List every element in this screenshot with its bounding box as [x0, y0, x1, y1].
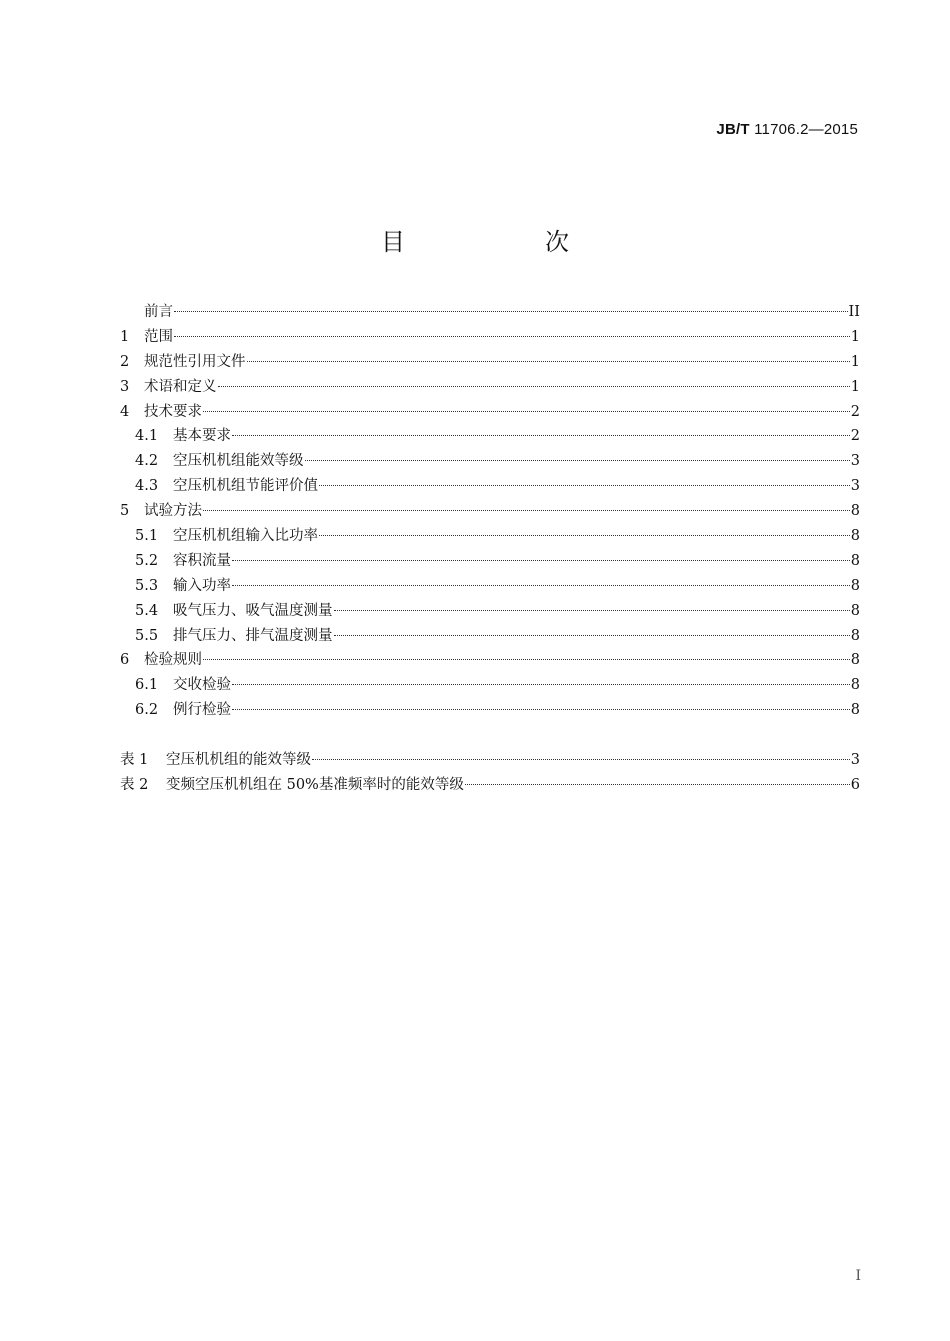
dot-leader: [465, 784, 850, 785]
toc-row[interactable]: [120, 549, 860, 574]
toc-entry-page: 2: [850, 428, 860, 445]
toc-entry-number: 5.1: [135, 528, 159, 545]
toc-entry-label: 空压机机组输入比功率: [173, 528, 318, 545]
dot-leader: [203, 659, 850, 660]
dot-leader: [203, 510, 850, 511]
toc-row[interactable]: [120, 648, 860, 673]
toc-entry-page: 8: [850, 602, 860, 619]
toc-entry-label: 检验规则: [144, 652, 202, 669]
table-of-contents: [120, 300, 860, 798]
toc-entry-page: II: [848, 304, 860, 320]
toc-entry-number: 5.5: [135, 627, 159, 644]
dot-leader: [232, 435, 850, 436]
toc-entry-label: 试验方法: [144, 503, 202, 520]
toc-entry-label: 规范性引用文件: [144, 353, 246, 370]
dot-leader: [232, 560, 850, 561]
dot-leader: [334, 610, 850, 611]
standard-code: [716, 121, 858, 138]
toc-row[interactable]: [120, 400, 860, 425]
dot-leader: [232, 709, 850, 710]
toc-row[interactable]: [120, 673, 860, 698]
dot-leader: [305, 460, 850, 461]
toc-entry-page: 2: [850, 403, 860, 420]
toc-row[interactable]: [120, 499, 860, 524]
toc-entry-label: 技术要求: [144, 403, 202, 420]
toc-entry-number: 4: [120, 403, 130, 420]
toc-entry-page: 8: [850, 702, 860, 719]
toc-entry-page: 8: [850, 552, 860, 569]
toc-entry-label: 吸气压力、吸气温度测量: [173, 602, 333, 619]
toc-row[interactable]: [120, 350, 860, 375]
toc-entry-number: 6.2: [135, 702, 159, 719]
toc-entry-page: 3: [850, 453, 860, 470]
toc-entry-label: 交收检验: [173, 677, 231, 694]
toc-row[interactable]: [120, 375, 860, 400]
toc-entry-label: 术语和定义: [144, 378, 217, 395]
toc-row[interactable]: [120, 300, 860, 325]
toc-entry-page: 8: [850, 577, 860, 594]
toc-entry-page: 1: [850, 378, 860, 395]
dot-leader: [203, 411, 850, 412]
standard-code-prefix: JB/T: [716, 121, 750, 138]
toc-row[interactable]: [120, 624, 860, 649]
toc-entry-number: 6: [120, 652, 130, 669]
toc-entry-number: 5.3: [135, 577, 159, 594]
toc-entry-number: 5.2: [135, 552, 159, 569]
dot-leader: [218, 386, 850, 387]
toc-entry-number: 5: [120, 503, 130, 520]
toc-entry-label: 容积流量: [173, 552, 231, 569]
toc-entry-label: 基本要求: [173, 428, 231, 445]
toc-entry-page: 8: [850, 652, 860, 669]
toc-row[interactable]: [120, 325, 860, 350]
toc-entry-label: 排气压力、排气温度测量: [173, 627, 333, 644]
toc-entry-page: 8: [850, 503, 860, 520]
standard-code-number: 11706.2—2015: [754, 121, 858, 138]
toc-spacer: [120, 723, 860, 748]
toc-entry-label: 空压机机组的能效等级: [166, 752, 311, 769]
toc-entry-label: 输入功率: [173, 577, 231, 594]
toc-entry-number: 5.4: [135, 602, 159, 619]
toc-entry-number: 2: [120, 353, 130, 370]
toc-entries: [120, 300, 860, 723]
toc-row[interactable]: [120, 698, 860, 723]
dot-leader: [312, 759, 850, 760]
toc-entry-page: 1: [850, 353, 860, 370]
toc-row[interactable]: [120, 524, 860, 549]
table-list-row[interactable]: [120, 748, 860, 773]
toc-entry-number: 3: [120, 378, 130, 395]
toc-entry-page: 8: [850, 627, 860, 644]
toc-entry-label: 空压机机组能效等级: [173, 453, 304, 470]
dot-leader: [174, 311, 848, 312]
dot-leader: [174, 336, 850, 337]
table-list-row[interactable]: [120, 773, 860, 798]
toc-row[interactable]: [120, 449, 860, 474]
toc-row[interactable]: [120, 574, 860, 599]
toc-entry-page: 3: [850, 752, 860, 769]
toc-entry-number: 表 1: [120, 752, 149, 769]
toc-entry-number: 4.1: [135, 428, 159, 445]
toc-entry-label: 空压机机组节能评价值: [173, 478, 318, 495]
toc-entry-page: 6: [850, 777, 860, 794]
page-number: I: [855, 1268, 861, 1284]
toc-entry-label: 变频空压机机组在 50%基准频率时的能效等级: [166, 777, 464, 794]
table-list: [120, 748, 860, 798]
toc-row[interactable]: [120, 424, 860, 449]
dot-leader: [319, 485, 850, 486]
toc-entry-label: 例行检验: [173, 702, 231, 719]
toc-entry-number: 4.2: [135, 453, 159, 470]
toc-entry-number: 表 2: [120, 777, 149, 794]
dot-leader: [334, 635, 850, 636]
toc-row[interactable]: [120, 599, 860, 624]
toc-entry-page: 8: [850, 677, 860, 694]
dot-leader: [247, 361, 850, 362]
dot-leader: [232, 684, 850, 685]
toc-entry-number: 1: [120, 328, 130, 345]
toc-entry-page: 8: [850, 528, 860, 545]
toc-entry-number: 6.1: [135, 677, 159, 694]
dot-leader: [232, 585, 850, 586]
dot-leader: [319, 535, 850, 536]
toc-entry-page: 3: [850, 478, 860, 495]
toc-entry-page: 1: [850, 328, 860, 345]
toc-entry-label: 范围: [144, 328, 173, 345]
toc-entry-number: 4.3: [135, 478, 159, 495]
page-title: 目 次: [381, 228, 627, 256]
toc-row[interactable]: [120, 474, 860, 499]
toc-entry-label: 前言: [144, 304, 173, 320]
